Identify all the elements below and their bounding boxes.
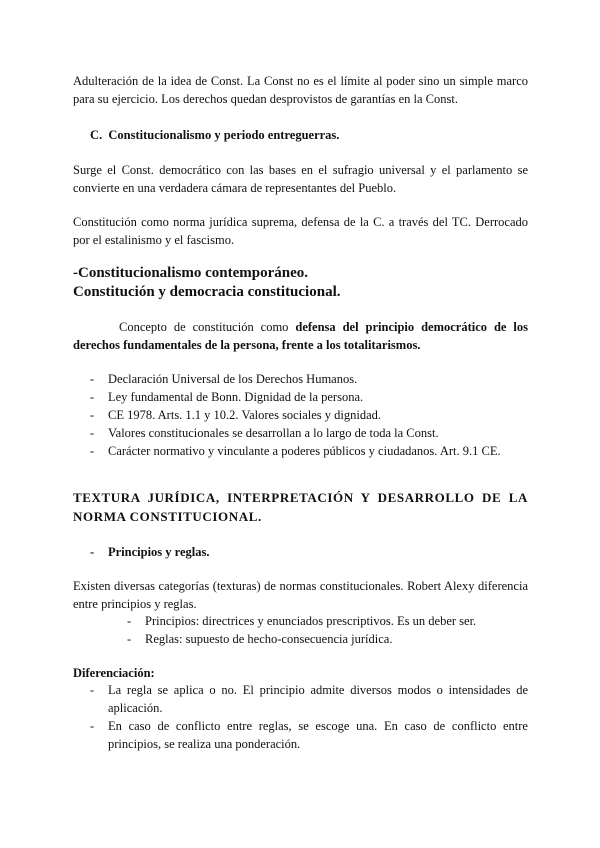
dash-marker: - [90, 408, 95, 422]
list-item-text: Ley fundamental de Bonn. Dignidad de la persona. [108, 390, 364, 404]
concepto-lead: Concepto de constitución como [119, 320, 296, 334]
list-item [73, 424, 528, 442]
existen-paragraph: Existen diversas categorías (texturas) de normas constitucionales. Robert Alexy diferencia entre principios y reglas. [73, 579, 528, 611]
constitucion-paragraph: Constitución como norma jurídica suprema, defensa de la C. a través del TC. Derrocado por el estalinismo y el fascismo. [73, 215, 528, 247]
list-item-text: En caso de conflicto entre reglas, se escoge una. En caso de conflicto entre principios, se realiza una ponderación. [108, 719, 528, 751]
concepto-paragraph [73, 318, 528, 354]
intro-paragraph: Adulteración de la idea de Const. La Const no es el límite al poder sino un simple marco para su ejercicio. Los derechos quedan desprovistos de garantías en la Const. [73, 74, 528, 106]
principios-heading [73, 543, 528, 561]
list-item-text: Reglas: supuesto de hecho-consecuencia jurídica. [145, 632, 393, 646]
list-item-text: Declaración Universal de los Derechos Humanos. [108, 372, 358, 386]
subheading [73, 264, 528, 302]
subheading-line-2: Constitución y democracia constitucional. [73, 284, 341, 300]
heading-title: Constitucionalismo y periodo entreguerras. [108, 128, 340, 142]
concepto-bold: defensa del principio democrático de los derechos fundamentales de la persona, frente a los totalitarismos. [73, 320, 529, 352]
dash-marker: - [90, 372, 95, 386]
section-heading-c [73, 126, 528, 144]
list-item [73, 370, 528, 388]
principios-heading-text: Principios y reglas. [108, 545, 210, 559]
list-item [73, 442, 528, 460]
dash-marker: - [127, 614, 132, 628]
list-item [73, 717, 528, 753]
list-item [73, 406, 528, 424]
heading-letter: C. [90, 128, 103, 142]
subheading-line-1: -Constitucionalismo contemporáneo. [73, 265, 308, 281]
principios-heading-list [73, 543, 528, 561]
dash-marker: - [90, 426, 95, 440]
list-principios-reglas [73, 612, 528, 648]
list-diferenciacion [73, 681, 528, 753]
list-derechos [73, 370, 528, 460]
dash-marker: - [90, 683, 95, 697]
dash-marker: - [90, 390, 95, 404]
list-item-text: Principios: directrices y enunciados prescriptivos. Es un deber ser. [145, 614, 477, 628]
list-item-text: Carácter normativo y vinculante a poderes públicos y ciudadanos. Art. 9.1 CE. [108, 444, 501, 458]
list-item [73, 630, 528, 648]
list-item [73, 612, 528, 630]
list-item-text: La regla se aplica o no. El principio admite diversos modos o intensidades de aplicación. [108, 683, 528, 715]
dash-marker: - [90, 545, 95, 559]
dash-marker: - [90, 444, 95, 458]
section-title: TEXTURA JURÍDICA, INTERPRETACIÓN Y DESARROLLO DE LA NORMA CONSTITUCIONAL. [73, 490, 528, 524]
list-item [73, 388, 528, 406]
list-item-text: CE 1978. Arts. 1.1 y 10.2. Valores sociales y dignidad. [108, 408, 382, 422]
surge-paragraph: Surge el Const. democrático con las bases en el sufragio universal y el parlamento se convierte en una verdadera cámara de representantes del Pueblo. [73, 163, 528, 195]
diferenciacion-heading: Diferenciación: [73, 666, 155, 680]
dash-marker: - [127, 632, 132, 646]
list-item-text: Valores constitucionales se desarrollan a lo largo de toda la Const. [108, 426, 439, 440]
dash-marker: - [90, 719, 95, 733]
list-item [73, 681, 528, 717]
